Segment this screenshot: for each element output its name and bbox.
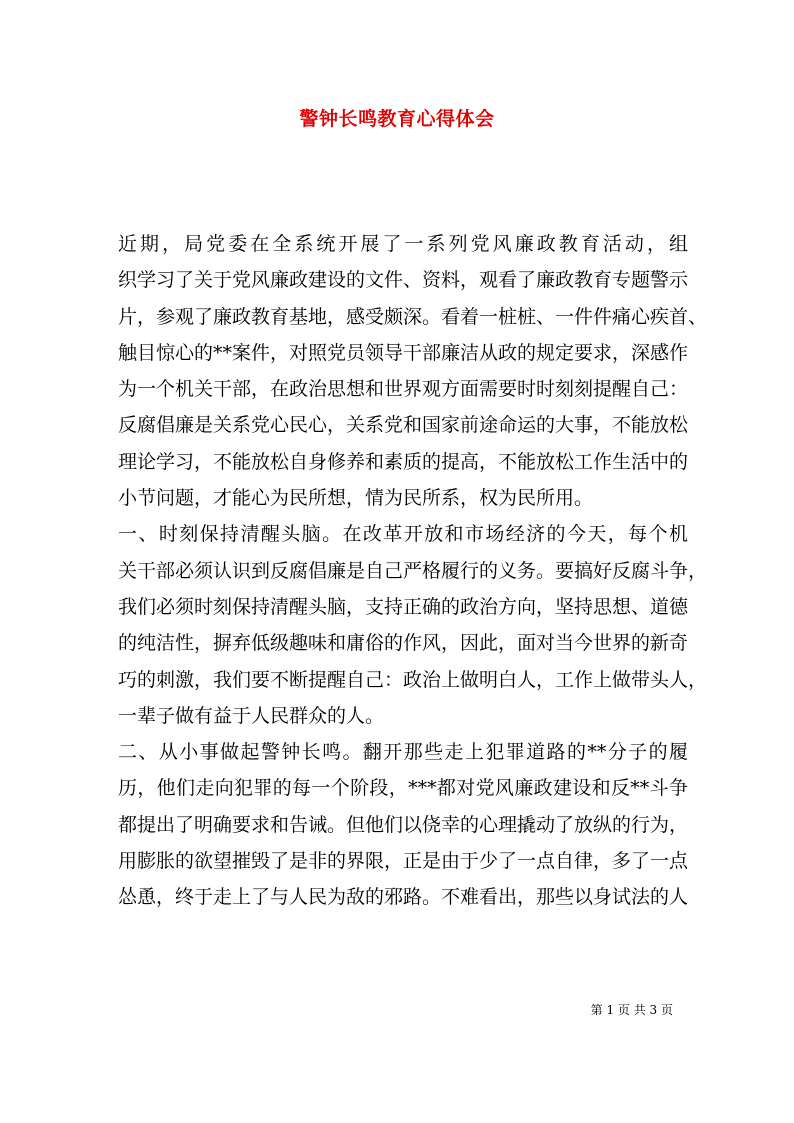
- body-line: 二、从小事做起警钟长鸣。翻开那些走上犯罪道路的**分子的履: [118, 741, 688, 764]
- body-line: 我们必须时刻保持清醒头脑，支持正确的政治方向，坚持思想、道德: [118, 595, 689, 618]
- body-line: 都提出了明确要求和告诫。但他们以侥幸的心理撬动了放纵的行为，: [118, 813, 689, 836]
- body-line: 织学习了关于党风廉政建设的文件、资料，观看了廉政教育专题警示: [118, 269, 689, 292]
- body-line: 理论学习，不能放松自身修养和素质的提高，不能放松工作生活中的: [118, 450, 689, 473]
- body-line: 一辈子做有益于人民群众的人。: [118, 704, 385, 727]
- body-line: 为一个机关干部，在政治思想和世界观方面需要时时刻刻提醒自己：: [118, 378, 689, 401]
- document-title: 警钟长鸣教育心得体会: [299, 108, 495, 130]
- document-body: [118, 226, 708, 916]
- body-line: 一、时刻保持清醒头脑。在改革开放和市场经济的今天，每个机: [118, 523, 688, 546]
- body-line: 小节问题，才能心为民所想，情为民所系，权为民所用。: [118, 487, 594, 510]
- body-line: 怂恿，终于走上了与人民为敌的邪路。不难看出，那些以身试法的人: [118, 886, 689, 909]
- body-line: 巧的刺激，我们要不断提醒自己：政治上做明白人，工作上做带头人，: [118, 668, 708, 691]
- body-line: 触目惊心的**案件，对照党员领导干部廉洁从政的规定要求，深感作: [118, 341, 689, 364]
- page-footer: 第 1 页 共 3 页: [590, 1003, 673, 1017]
- body-line: 的纯洁性，摒弃低级趣味和庸俗的作风，因此，面对当今世界的新奇: [118, 632, 689, 655]
- body-line: 历，他们走向犯罪的每一个阶段，***都对党风廉政建设和反**斗争: [118, 777, 688, 800]
- body-line: 近期，局党委在全系统开展了一系列党风廉政教育活动，组: [118, 233, 688, 255]
- body-line: 用膨胀的欲望摧毁了是非的界限，正是由于少了一点自律，多了一点: [118, 850, 689, 873]
- body-line: 关干部必须认识到反腐倡廉是自己严格履行的义务。要搞好反腐斗争，: [118, 559, 708, 582]
- body-line: 片，参观了廉政教育基地，感受颇深。看着一桩桩、一件件痛心疾首、: [118, 305, 708, 328]
- body-line: 反腐倡廉是关系党心民心，关系党和国家前途命运的大事，不能放松: [118, 414, 689, 437]
